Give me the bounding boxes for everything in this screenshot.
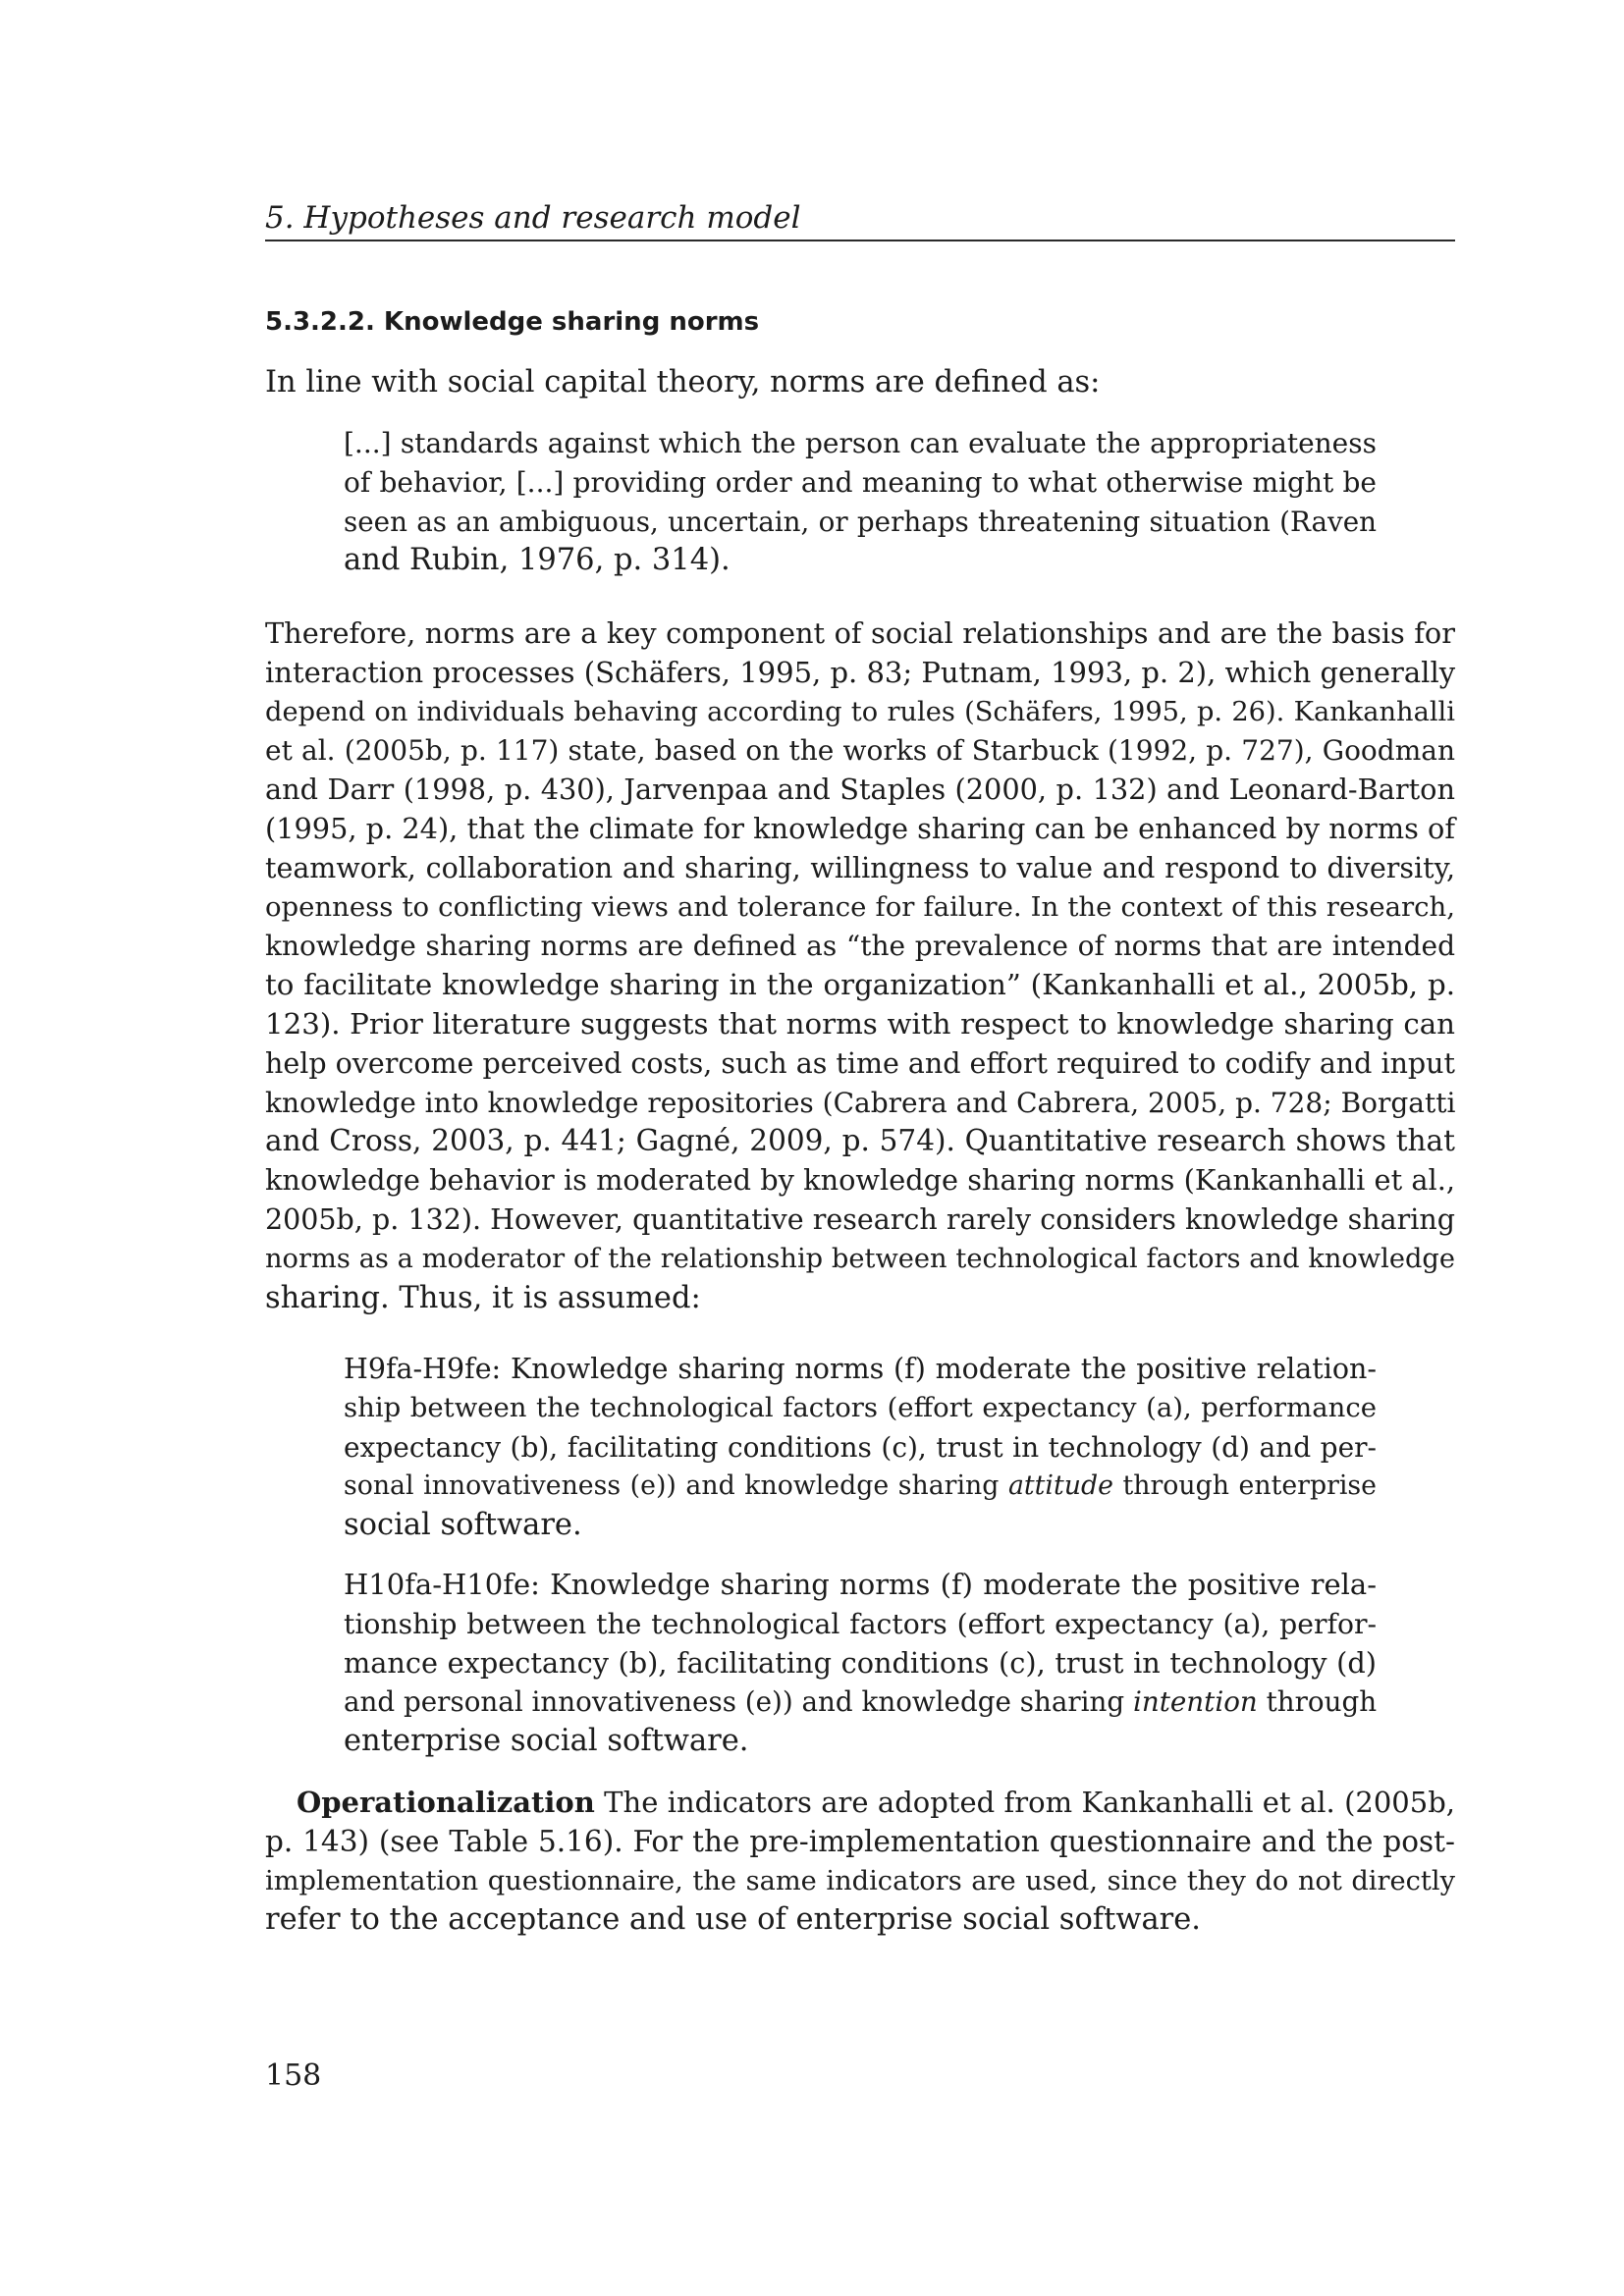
- text-line: to facilitate knowledge sharing in the organization” (Kankanhalli et al., 2005b, p.: [265, 968, 1455, 1002]
- text-line: ship between the technological factors (effort expectancy (a), performance: [344, 1391, 1377, 1423]
- operationalization-paragraph: [265, 1784, 1455, 1940]
- text-line: teamwork, collaboration and sharing, willingness to value and respond to diversity,: [265, 851, 1455, 884]
- text-run: and personal innovativeness (e)) and knowledge sharing: [344, 1685, 1133, 1719]
- text-line: Therefore, norms are a key component of social relationships and are the basis for: [265, 616, 1455, 650]
- text-line: help overcome perceived costs, such as time and effort required to codify and input: [265, 1046, 1455, 1080]
- text-line: knowledge behavior is moderated by knowledge sharing norms (Kankanhalli et al.,: [265, 1163, 1455, 1198]
- text-line: 2005b, p. 132). However, quantitative research rarely considers knowledge sharing: [265, 1202, 1455, 1236]
- page-number: 158: [265, 2058, 322, 2093]
- running-header: [265, 196, 1455, 241]
- running-header-title: 5. Hypotheses and research model: [265, 200, 801, 236]
- text-line: In line with social capital theory, norms are defined as:: [265, 365, 1101, 400]
- hypothesis-h9: [344, 1350, 1377, 1545]
- text-run: The indicators are adopted from Kankanhalli et al. (2005b,: [594, 1786, 1455, 1819]
- emphasis-attitude: attitude: [1007, 1470, 1113, 1502]
- hypothesis-h10: [344, 1566, 1377, 1761]
- text-line: p. 143) (see Table 5.16). For the pre-implementation questionnaire and the post-: [265, 1824, 1455, 1858]
- text-line: depend on individuals behaving according to rules (Schäfers, 1995, p. 26). Kankanhalli: [265, 696, 1455, 727]
- text-line: et al. (2005b, p. 117) state, based on the works of Starbuck (1992, p. 727), Goodman: [265, 734, 1455, 768]
- block-quote: [344, 424, 1377, 580]
- text-line: (1995, p. 24), that the climate for knowledge sharing can be enhanced by norms of: [265, 811, 1455, 845]
- text-line: [344, 1467, 1377, 1506]
- text-line: and Cross, 2003, p. 441; Gagné, 2009, p. 574). Quantitative research shows that: [265, 1124, 1455, 1158]
- text-line: refer to the acceptance and use of enterprise social software.: [265, 1902, 1201, 1938]
- text-run: sonal innovativeness (e)) and knowledge sharing: [344, 1470, 1008, 1502]
- emphasis-intention: intention: [1132, 1685, 1258, 1719]
- text-line: enterprise social software.: [344, 1724, 749, 1759]
- text-line: social software.: [344, 1508, 582, 1543]
- section-heading: 5.3.2.2. Knowledge sharing norms: [265, 307, 760, 337]
- operationalization-label: Operationalization: [297, 1786, 595, 1819]
- text-line: of behavior, [...] providing order and meaning to what otherwise might be: [344, 465, 1377, 499]
- text-line: H10fa-H10fe: Knowledge sharing norms (f) moderate the positive rela-: [344, 1568, 1377, 1601]
- text-line: [...] standards against which the person can evaluate the appropriateness: [344, 427, 1377, 459]
- text-line: mance expectancy (b), facilitating conditions (c), trust in technology (d): [344, 1645, 1377, 1680]
- text-line: implementation questionnaire, the same indicators are used, since they do not directly: [265, 1865, 1455, 1896]
- text-line: knowledge sharing norms are defined as “the prevalence of norms that are intended: [265, 930, 1455, 963]
- text-line: seen as an ambiguous, uncertain, or perhaps threatening situation (Raven: [344, 505, 1377, 538]
- text-line: and Darr (1998, p. 430), Jarvenpaa and Staples (2000, p. 132) and Leonard-Barton: [265, 773, 1455, 807]
- body-paragraph: [265, 614, 1455, 1317]
- text-line: 123). Prior literature suggests that norms with respect to knowledge sharing can: [265, 1006, 1455, 1041]
- text-line: tionship between the technological factors (effort expectancy (a), perfor-: [344, 1607, 1377, 1640]
- text-line: [344, 1682, 1377, 1722]
- text-line: openness to conflicting views and tolerance for failure. In the context of this research,: [265, 890, 1455, 923]
- intro-paragraph: [265, 363, 1455, 402]
- text-line: H9fa-H9fe: Knowledge sharing norms (f) moderate the positive relation-: [344, 1353, 1377, 1385]
- text-run: through: [1257, 1685, 1378, 1719]
- text-line: knowledge into knowledge repositories (Cabrera and Cabrera, 2005, p. 728; Borgatti: [265, 1086, 1456, 1119]
- text-line: sharing. Thus, it is assumed:: [265, 1280, 701, 1315]
- text-line: expectancy (b), facilitating conditions (c), trust in technology (d) and per-: [344, 1430, 1377, 1464]
- text-line: [265, 1784, 1455, 1823]
- text-line: and Rubin, 1976, p. 314).: [344, 543, 731, 578]
- text-line: norms as a moderator of the relationship between technological factors and knowledge: [265, 1243, 1455, 1274]
- text-run: through enterprise: [1112, 1470, 1377, 1502]
- text-line: interaction processes (Schäfers, 1995, p. 83; Putnam, 1993, p. 2), which generally: [265, 655, 1456, 689]
